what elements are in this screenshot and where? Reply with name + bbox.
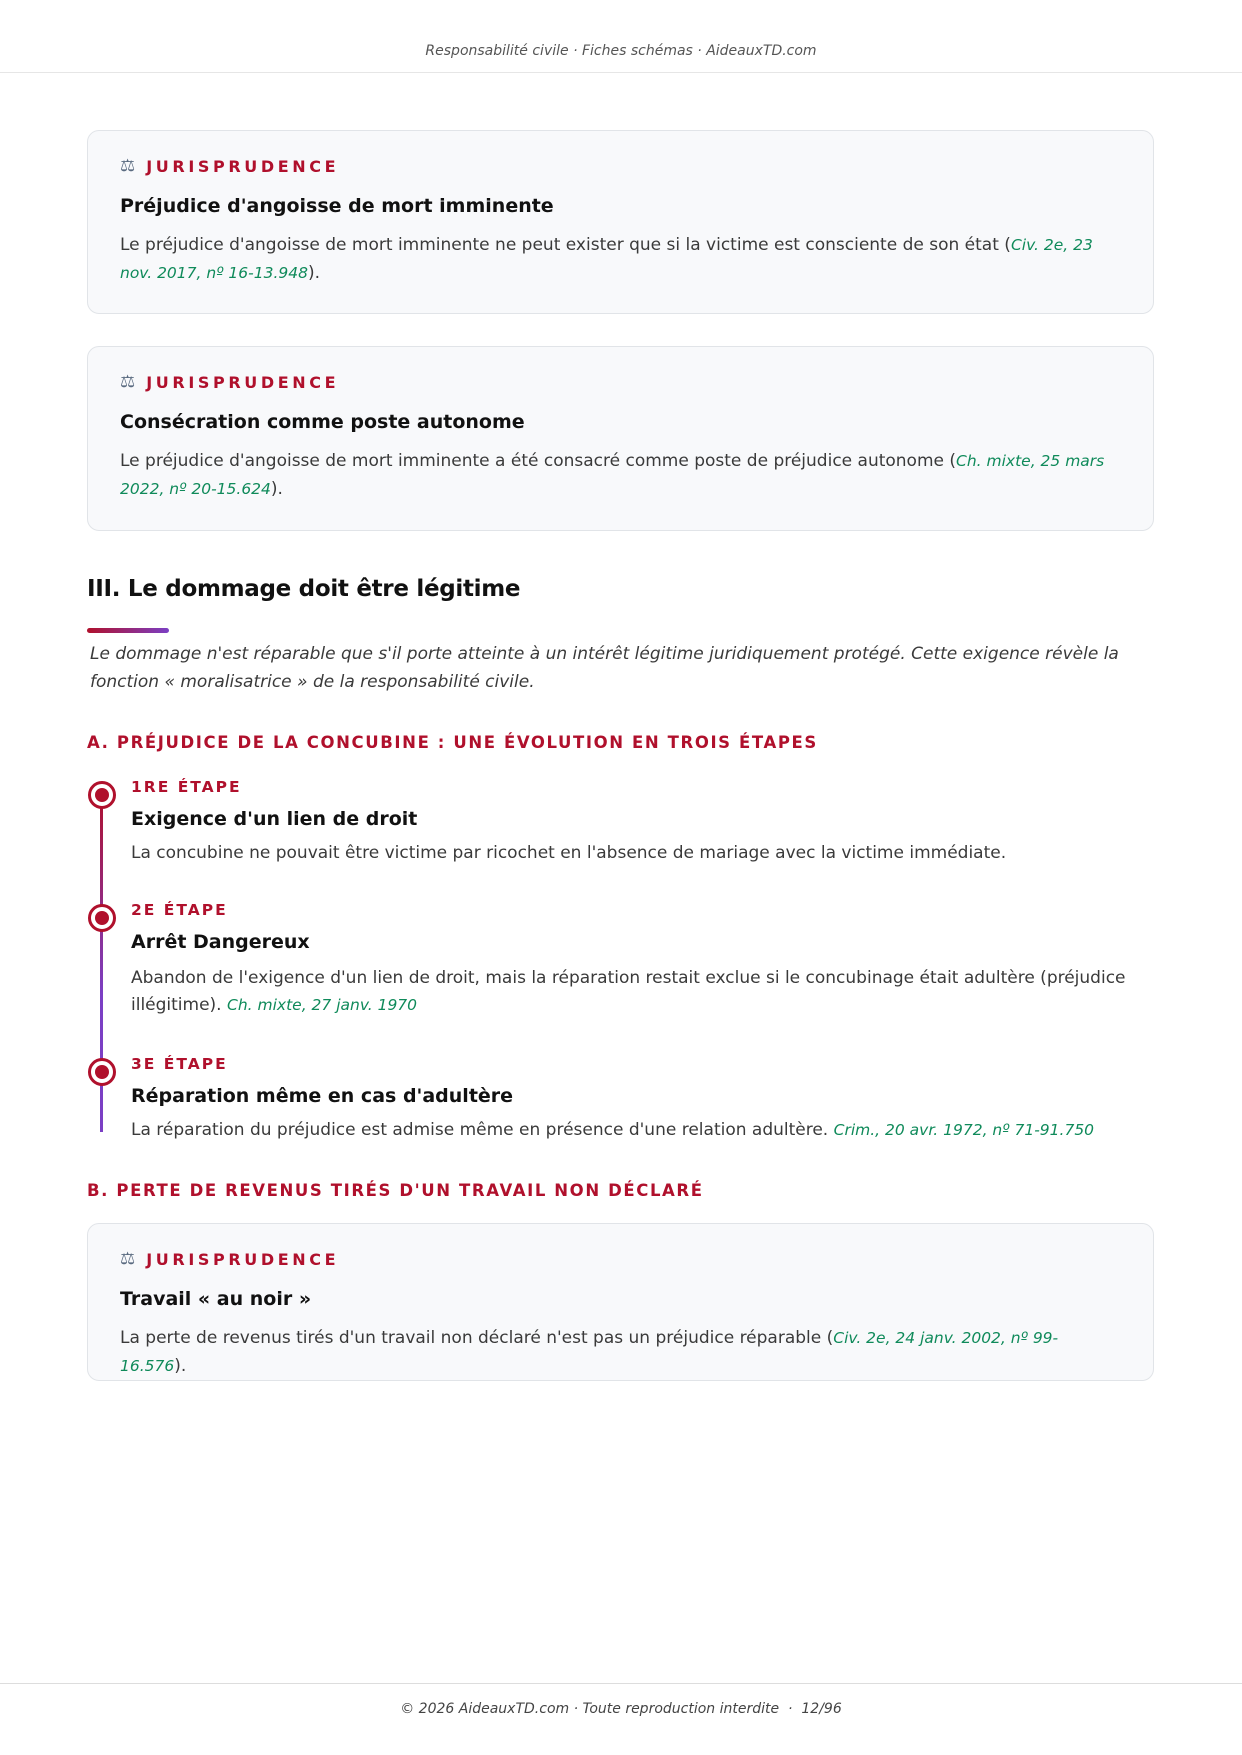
section-underline	[87, 628, 169, 633]
card-text: Le préjudice d'angoisse de mort imminente a été consacré comme poste de préjudice autonome (	[120, 451, 957, 471]
jurisprudence-card	[87, 1223, 1154, 1381]
card-tag	[120, 373, 339, 392]
timeline-step-title: Arrêt Dangereux	[131, 931, 310, 953]
header-text: Responsabilité civile · Fiches schémas · AideauxTD.com	[425, 43, 817, 59]
card-text-end: ).	[174, 1356, 187, 1376]
timeline-step-label: 1RE ÉTAPE	[131, 778, 242, 796]
card-title: Préjudice d'angoisse de mort imminente	[120, 195, 554, 217]
timeline-step-text	[131, 1117, 1141, 1144]
card-body	[120, 1324, 1120, 1380]
card-tag-label: JURISPRUDENCE	[146, 373, 340, 392]
card-body	[120, 231, 1120, 287]
footer-text	[0, 1701, 1242, 1717]
card-text-end: ).	[307, 263, 321, 283]
card-tag	[120, 157, 339, 176]
page-header	[0, 0, 1242, 73]
card-title: Consécration comme poste autonome	[120, 411, 525, 433]
citation: Ch. mixte, 27 janv. 1970	[227, 996, 418, 1014]
card-body	[120, 447, 1120, 503]
card-title: Travail « au noir »	[120, 1288, 312, 1310]
section-intro: Le dommage n'est réparable que s'il porte atteinte à un intérêt légitime juridiquement protégé. Cette exigence révèle la fonction « moralisatrice » de la responsabilité civile.	[90, 644, 1119, 692]
subsection-heading-a: A. PRÉJUDICE DE LA CONCUBINE : UNE ÉVOLUTION EN TROIS ÉTAPES	[87, 733, 818, 752]
timeline-dot	[88, 904, 116, 932]
card-text-end: ).	[270, 479, 283, 499]
timeline-step-text	[131, 840, 1141, 867]
timeline-step-body: La réparation du préjudice est admise même en présence d'une relation adultère.	[131, 1120, 829, 1140]
card-text: La perte de revenus tirés d'un travail non déclaré n'est pas un préjudice réparable (	[120, 1328, 834, 1348]
timeline-step-title: Exigence d'un lien de droit	[131, 808, 418, 830]
section-title: III. Le dommage doit être légitime	[87, 576, 521, 602]
timeline-dot	[88, 781, 116, 809]
card-tag-label: JURISPRUDENCE	[146, 157, 340, 176]
scales-icon: ⚖	[120, 156, 136, 176]
card-tag-label: JURISPRUDENCE	[146, 1250, 340, 1269]
jurisprudence-card	[87, 346, 1154, 531]
timeline-step-text	[131, 965, 1141, 1019]
citation: Civ. 2e, 24 janv. 2002, nº 99-16.576	[120, 1329, 1059, 1375]
page-footer	[0, 1683, 1242, 1755]
scales-icon: ⚖	[120, 372, 136, 392]
citation: Ch. mixte, 25 mars 2022, nº 20-15.624	[120, 452, 1105, 498]
subsection-heading-b: B. PERTE DE REVENUS TIRÉS D'UN TRAVAIL NON DÉCLARÉ	[87, 1181, 704, 1200]
footer-separator: ·	[788, 1701, 793, 1717]
timeline-step-title: Réparation même en cas d'adultère	[131, 1085, 514, 1107]
page-number: 12/96	[801, 1701, 842, 1717]
timeline-dot	[88, 1058, 116, 1086]
jurisprudence-card	[87, 130, 1154, 314]
timeline-step-body: Abandon de l'exigence d'un lien de droit, mais la réparation restait exclue si le concubinage était adultère (préjudice illégitime).	[131, 968, 1126, 1015]
scales-icon: ⚖	[120, 1249, 136, 1269]
footer-copyright: © 2026 AideauxTD.com · Toute reproduction interdite	[400, 1701, 780, 1717]
card-text: Le préjudice d'angoisse de mort imminente ne peut exister que si la victime est consciente de son état (	[120, 235, 1011, 255]
timeline-step-label: 2E ÉTAPE	[131, 901, 228, 919]
card-tag	[120, 1250, 339, 1269]
citation: Crim., 20 avr. 1972, nº 71-91.750	[833, 1121, 1095, 1139]
citation: Civ. 2e, 23 nov. 2017, nº 16-13.948	[120, 236, 1093, 282]
timeline-step-label: 3E ÉTAPE	[131, 1055, 228, 1073]
timeline-step-body: La concubine ne pouvait être victime par ricochet en l'absence de mariage avec la victime immédiate.	[131, 843, 1007, 863]
